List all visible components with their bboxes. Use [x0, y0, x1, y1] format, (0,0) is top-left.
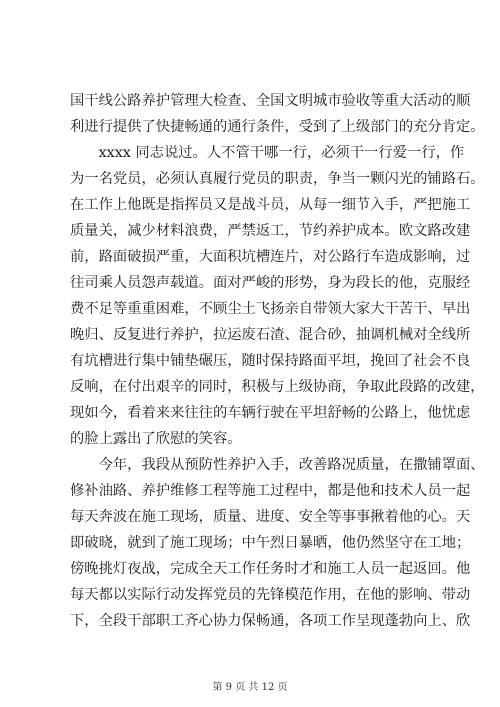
text-line: 今年，我段从预防性养护入手，改善路况质量，在撒铺罩面、: [70, 457, 485, 473]
text-line: 为一名党员，必须认真履行党员的职责，争当一颗闪光的铺路石。: [70, 171, 485, 187]
text-line: 反响，在付出艰辛的同时，积极与上级协商，争取此段路的改建，: [70, 379, 485, 395]
text-line: 有坑槽进行集中铺垫碾压，随时保持路面平坦，挽回了社会不良: [70, 353, 471, 369]
text-line: 质量关，减少材料浪费，严禁返工，节约养护成本。欧文路改建: [70, 223, 471, 239]
text-line: 现如今，看着来来往往的车辆行驶在平坦舒畅的公路上，他忧虑: [70, 405, 471, 421]
text-line: 在工作上他既是指挥员又是战斗员，从每一细节入手，严把施工: [70, 197, 471, 213]
page-number-footer: 第 9 页 共 12 页: [212, 682, 288, 693]
text-line: 的脸上露出了欣慰的笑容。: [70, 431, 242, 447]
text-line: 往司乘人员怨声载道。面对严峻的形势，身为段长的他，克服经: [70, 275, 471, 291]
text-line: 每天都以实际行动发挥党员的先锋模范作用，在他的影响、带动: [70, 587, 471, 603]
text-line: 每天奔波在施工现场，质量、进度、安全等事事揪着他的心。天: [70, 509, 471, 525]
text-line: 前，路面破损严重，大面积坑槽连片，对公路行车造成影响，过: [70, 249, 471, 265]
text-line: 即破晓，就到了施工现场；中午烈日暴晒，他仍然坚守在工地；: [70, 535, 471, 551]
text-line: xxxx 同志说过。人不管干哪一行，必须干一行爱一行，作: [70, 145, 465, 161]
text-line: 国干线公路养护管理大检查、全国文明城市验收等重大活动的顺: [70, 93, 471, 109]
text-line: 晚归、反复进行养护，拉运废石渣、混合砂，抽调机械对全线所: [70, 327, 471, 343]
text-line: 利进行提供了快捷畅通的通行条件，受到了上级部门的充分肯定。: [70, 119, 485, 135]
body-text: [70, 88, 485, 634]
text-line: 傍晚挑灯夜战，完成全天工作任务时才和施工人员一起返回。他: [70, 561, 471, 577]
text-line: 费不足等重重困难，不顾尘土飞扬亲自带领大家大干苦干、早出: [70, 301, 471, 317]
text-line: 修补油路、养护维修工程等施工过程中，都是他和技术人员一起: [70, 483, 471, 499]
text-line: 下，全段干部职工齐心协力保畅通，各项工作呈现蓬勃向上、欣: [70, 613, 471, 629]
